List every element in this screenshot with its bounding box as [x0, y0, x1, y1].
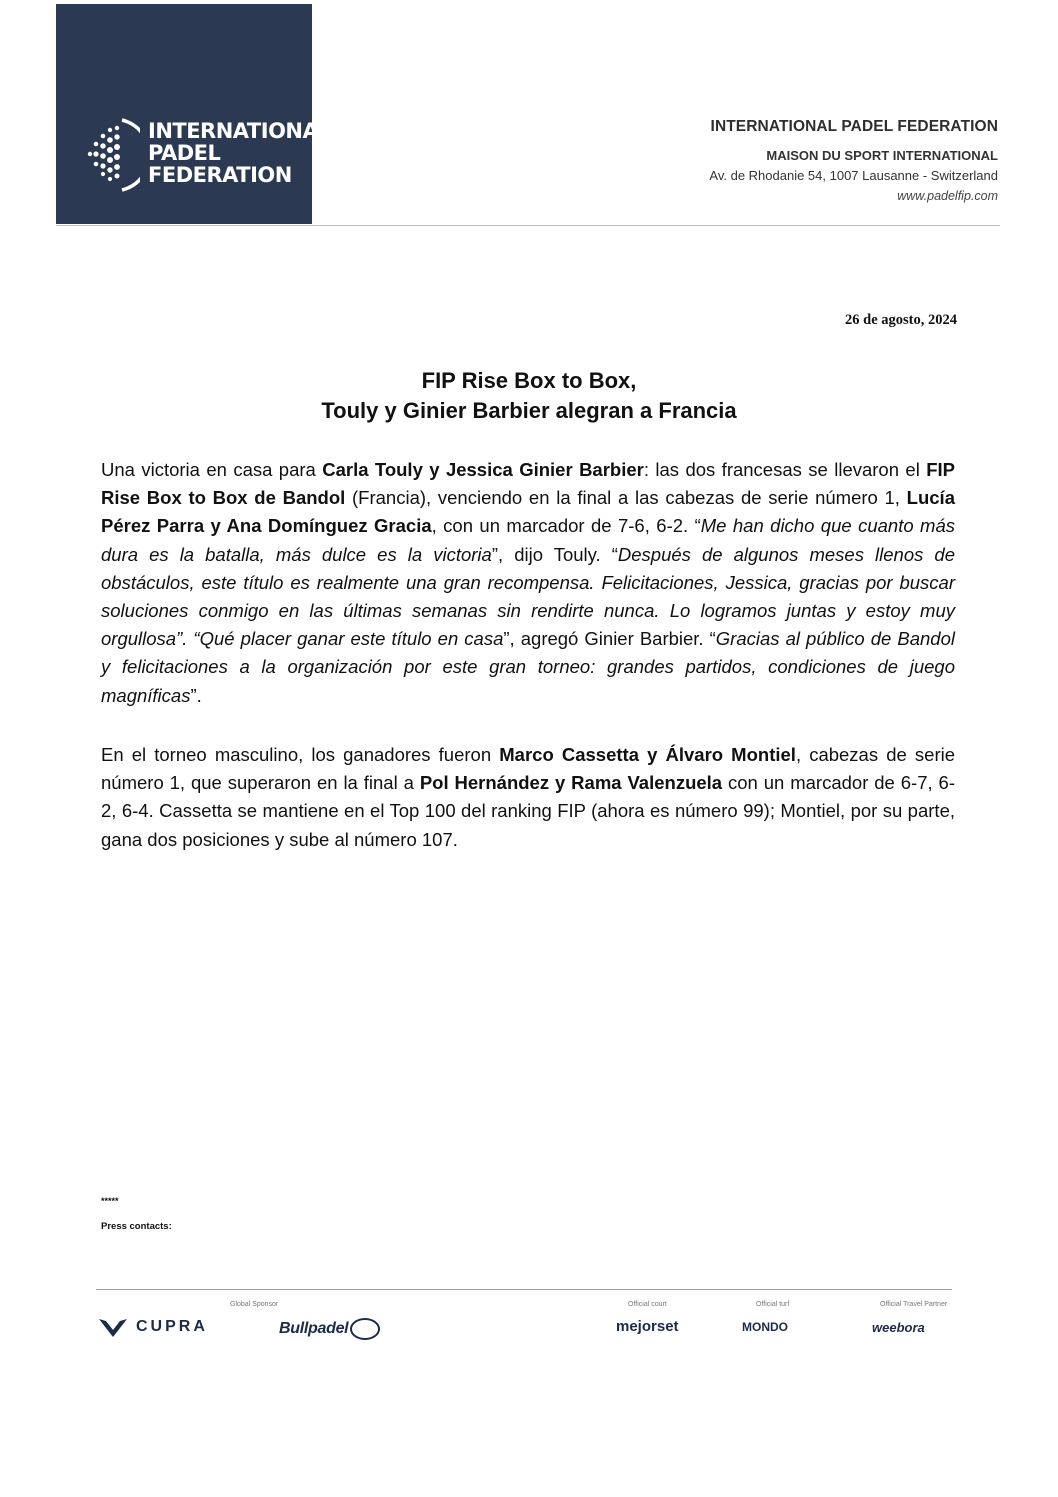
- text-run: Lucía Pérez Parra y Ana Domínguez Gracia: [101, 487, 955, 537]
- footer-divider: [96, 1289, 952, 1290]
- paragraph-2: [101, 741, 955, 854]
- logo-line: INTERNATIONAL: [148, 119, 332, 143]
- cupra-logo-icon: [98, 1318, 128, 1338]
- official-court-label: Official court: [628, 1301, 667, 1308]
- organization-address-block: [709, 118, 998, 206]
- organization-website-link[interactable]: www.padelfip.com: [897, 189, 998, 203]
- text-run: Gracias al público de Bandol y felicitaciones a la organización por este gran torneo: grandes partidos, condiciones de juego magníficas: [101, 628, 955, 706]
- text-run: Carla Touly y Jessica Ginier Barbier: [322, 459, 644, 480]
- organization-name: INTERNATIONAL PADEL FEDERATION: [710, 118, 998, 135]
- logo-wordmark: [148, 120, 331, 186]
- text-run: Pol Hernández y Rama Valenzuela: [419, 772, 723, 794]
- text-run: Marco Cassetta y Álvaro Montiel: [499, 744, 796, 765]
- bullpadel-badge-icon: [350, 1318, 380, 1340]
- title-line-2: Touly y Ginier Barbier alegran a Francia: [321, 398, 737, 423]
- text-run: ”, dijo Touly. “: [491, 543, 618, 565]
- title-line-1: FIP Rise Box to Box,: [421, 368, 637, 393]
- text-run: : las dos francesas se llevaron el: [643, 459, 927, 480]
- global-sponsor-label: Global Sponsor: [230, 1301, 279, 1308]
- text-run: FIP Rise Box to Box de Bandol: [101, 459, 955, 509]
- press-contacts-label: Press contacts:: [101, 1221, 172, 1232]
- sponsor-weebora: weebora: [872, 1320, 925, 1335]
- logo-line: FEDERATION: [148, 163, 292, 187]
- official-travel-label: Official Travel Partner: [880, 1301, 948, 1308]
- text-run: Me han dicho que cuanto más dura es la batalla, más dulce es la victoria: [101, 515, 956, 565]
- document-date: 26 de agosto, 2024: [845, 312, 957, 328]
- text-run: Después de algunos meses llenos de obstáculos, este título es realmente una gran recompensa. Felicitaciones, Jessica, gracias por buscar soluciones conmigo en las últimas semanas sin rendirte nunca. Lo logramos juntas y estoy muy orgullosa”. “Qué placer ganar este título en casa: [101, 543, 955, 650]
- text-run: ”, agregó Ginier Barbier. “: [503, 628, 716, 650]
- separator-stars: *****: [101, 1196, 119, 1206]
- text-run: En el torneo masculino, los ganadores fueron: [101, 744, 500, 765]
- sponsor-mejorset: mejorset: [616, 1318, 679, 1335]
- text-run: con un marcador de 6-7, 6-2, 6-4. Cassetta se mantiene en el Top 100 del ranking FIP (ahora es número 99); Montiel, por su parte, gana dos posiciones y sube al número 107.: [101, 772, 955, 850]
- sponsor-bullpadel: [279, 1318, 380, 1340]
- text-run: , con un marcador de 7-6, 6-2. “: [431, 515, 701, 537]
- federation-logo-block: [56, 4, 332, 224]
- paragraph-1: [101, 456, 955, 710]
- text-run: , cabezas de serie número 1, que superaron en la final a: [101, 744, 955, 794]
- header-divider: [56, 225, 1000, 226]
- sponsor-cupra: CUPRA: [136, 1318, 208, 1335]
- document-title: [100, 366, 958, 426]
- padel-ball-logo-icon: [84, 114, 140, 194]
- logo-line: PADEL: [148, 141, 221, 165]
- bullpadel-wordmark: Bullpadel: [279, 1320, 349, 1338]
- text-run: Una victoria en casa para: [101, 459, 323, 480]
- text-run: (Francia), venciendo en la final a las cabezas de serie número 1,: [345, 487, 907, 509]
- organization-building: MAISON DU SPORT INTERNATIONAL: [766, 148, 998, 163]
- organization-address: Av. de Rhodanie 54, 1007 Lausanne - Switzerland: [709, 168, 998, 183]
- sponsor-mondo: MONDO: [742, 1320, 788, 1334]
- official-turf-label: Official turf: [756, 1301, 790, 1308]
- text-run: ”.: [190, 684, 202, 706]
